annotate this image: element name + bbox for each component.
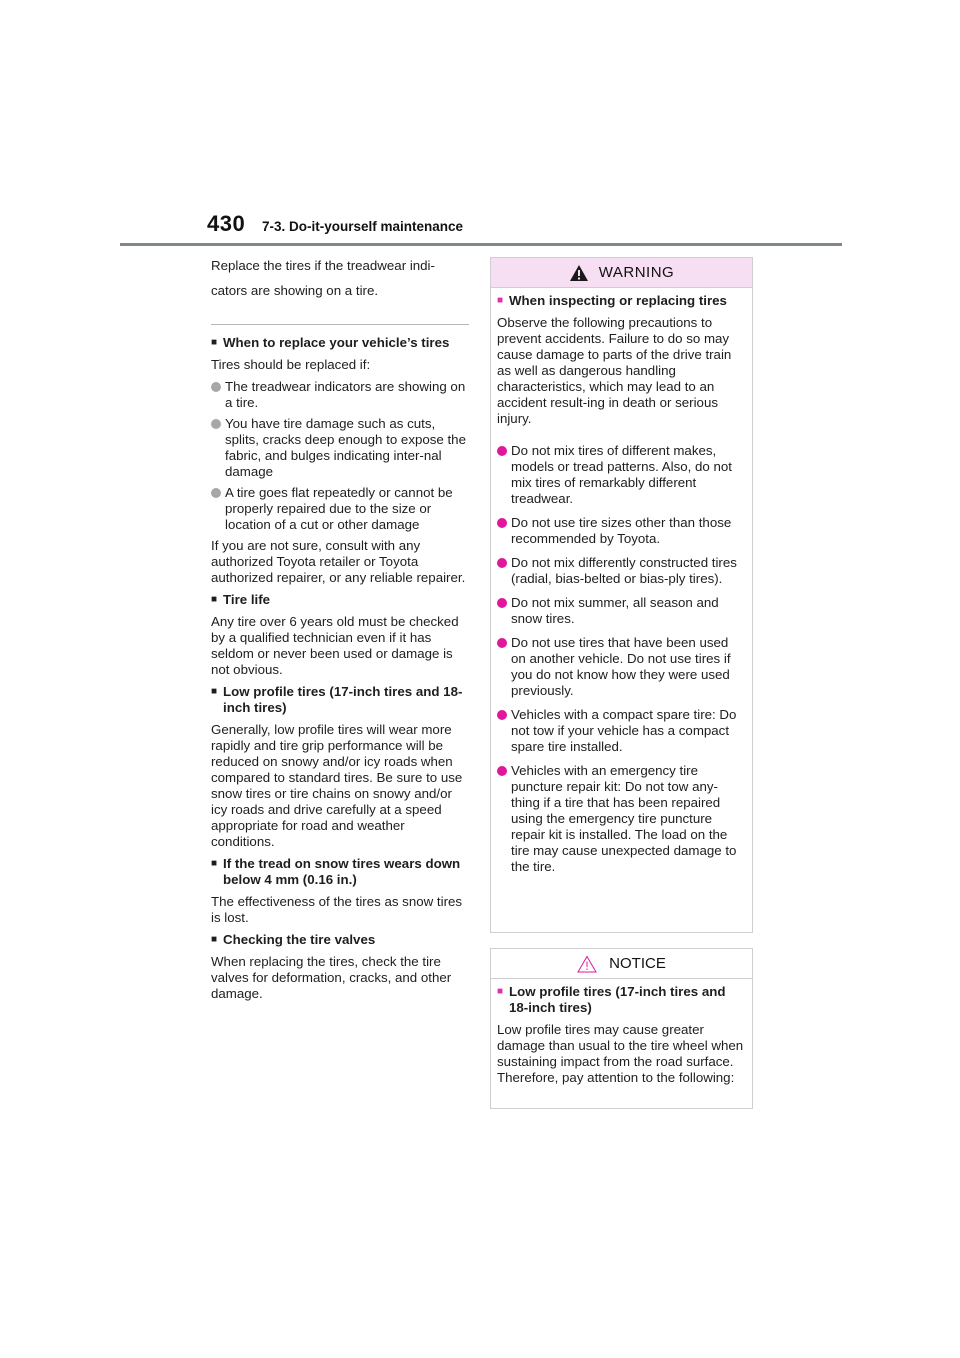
warning-title: WARNING: [598, 264, 675, 281]
bullet-dot-icon: [497, 707, 511, 717]
list-item: [211, 379, 469, 411]
paragraph: When replacing the tires, check the tire valves for deformation, cracks, and other damage.: [211, 954, 452, 1001]
paragraph: If you are not sure, consult with any authorized Toyota retailer or Toyota authorized repairer, or any reliable repairer.: [211, 538, 466, 585]
list-item: [211, 485, 469, 533]
bullet-dot-icon: [497, 635, 511, 645]
header-rule: [120, 243, 842, 246]
warning-heading: [497, 293, 745, 309]
list-item: [497, 635, 745, 699]
square-bullet-icon: ■: [211, 858, 218, 869]
warning-triangle-icon: [569, 264, 589, 282]
warning-box: [490, 257, 753, 933]
bullet-dot-icon: [211, 379, 225, 389]
list-item-text: A tire goes flat repeatedly or cannot be properly repaired due to the size or location of a cut or other damage: [225, 485, 453, 532]
section-heading-tire-life: [211, 592, 469, 608]
list-item-text: Vehicles with a compact spare tire: Do not tow if your vehicle has a compact spare tire installed.: [511, 707, 737, 754]
page-number: 430: [207, 211, 246, 236]
list-item: [211, 416, 469, 480]
list-item-text: You have tire damage such as cuts, splits, cracks deep enough to expose the fabric, and bulges indicating inter-nal damage: [225, 416, 466, 479]
list-item-text: Do not use tire sizes other than those recommended by Toyota.: [511, 515, 732, 546]
square-bullet-icon: ■: [497, 986, 504, 997]
section-heading-valves: [211, 932, 469, 948]
heading-text: Tire life: [223, 592, 271, 607]
list-item-text: Vehicles with an emergency tire puncture repair kit: Do not tow any-thing if a tire that has been repaired using the emergency tire puncture repair kit is installed. The load on the tire may cause unexpected damage to the tire.: [511, 763, 737, 874]
bullet-dot-icon: [497, 763, 511, 773]
notice-body: [491, 979, 752, 1086]
list-item-text: Do not mix summer, all season and snow tires.: [511, 595, 719, 626]
list-item: [497, 595, 745, 627]
warning-intro: Observe the following precautions to prevent accidents. Failure to do so may cause damage to parts of the drive train as well as dangerous handling characteristics, which may lead to an accident result-ing in death or serious injury.: [497, 315, 732, 426]
heading-text: Low profile tires (17-inch tires and 18-inch tires): [223, 684, 463, 715]
heading-text: When inspecting or replacing tires: [509, 293, 727, 308]
list-item: [497, 763, 745, 875]
bullet-dot-icon: [211, 485, 225, 495]
list-item: [497, 515, 745, 547]
section-title: 7-3. Do-it-yourself maintenance: [262, 219, 464, 234]
notice-heading: [497, 984, 745, 1016]
list-item: [497, 443, 745, 507]
bullet-dot-icon: [497, 595, 511, 605]
intro-text: [211, 253, 469, 303]
warning-header: [491, 258, 752, 288]
list-item-text: Do not use tires that have been used on another vehicle. Do not use tires if you do not know how they were used previously.: [511, 635, 731, 698]
section-heading-when-replace: [211, 335, 469, 351]
paragraph: Generally, low profile tires will wear more rapidly and tire grip performance will be reduced on snowy and/or icy roads when compared to standard tires. Be sure to use snow tires or tire chains on snowy and/or icy roads and drive carefully at a speed appropriate for road and weather conditions.: [211, 722, 463, 849]
warning-body: [491, 288, 752, 875]
square-bullet-icon: ■: [211, 934, 218, 945]
bullet-dot-icon: [497, 515, 511, 525]
list-item-text: Do not mix tires of different makes, models or tread patterns. Also, do not mix tires of remarkably different treadwear.: [511, 443, 733, 506]
square-bullet-icon: ■: [211, 337, 218, 348]
page-header: [0, 0, 960, 250]
section-heading-low-profile: [211, 684, 469, 716]
paragraph: Tires should be replaced if:: [211, 357, 371, 372]
list-item: [497, 555, 745, 587]
list-item-text: The treadwear indicators are showing on a tire.: [225, 379, 466, 410]
intro-line: Replace the tires if the treadwear indi-: [211, 258, 435, 273]
square-bullet-icon: ■: [211, 594, 218, 605]
left-column: [211, 253, 469, 1008]
bullet-dot-icon: [497, 555, 511, 565]
bullet-dot-icon: [497, 443, 511, 453]
square-bullet-icon: ■: [497, 295, 504, 306]
bullet-dot-icon: [211, 416, 225, 426]
divider: [211, 324, 469, 325]
heading-text: If the tread on snow tires wears down below 4 mm (0.16 in.): [223, 856, 461, 887]
heading-text: Checking the tire valves: [223, 932, 376, 947]
notice-header: [491, 949, 752, 979]
heading-text: When to replace your vehicle’s tires: [223, 335, 450, 350]
list-item: [497, 707, 745, 755]
notice-title: NOTICE: [609, 955, 666, 972]
paragraph: Any tire over 6 years old must be checked by a qualified technician even if it has seldom or never been used or damage is not obvious.: [211, 614, 459, 677]
square-bullet-icon: ■: [211, 686, 218, 697]
paragraph: The effectiveness of the tires as snow tires is lost.: [211, 894, 463, 925]
list-item-text: Do not mix differently constructed tires (radial, bias-belted or bias-ply tires).: [511, 555, 737, 586]
section-heading-snow-tread: [211, 856, 469, 888]
caution-triangle-icon: [577, 955, 597, 973]
heading-text: Low profile tires (17-inch tires and 18-inch tires): [509, 984, 726, 1015]
notice-box: [490, 948, 753, 1109]
intro-line: cators are showing on a tire.: [211, 283, 379, 298]
notice-text: Low profile tires may cause greater damage than usual to the tire wheel when sustaining impact from the road surface. Therefore, pay attention to the following:: [497, 1022, 744, 1085]
